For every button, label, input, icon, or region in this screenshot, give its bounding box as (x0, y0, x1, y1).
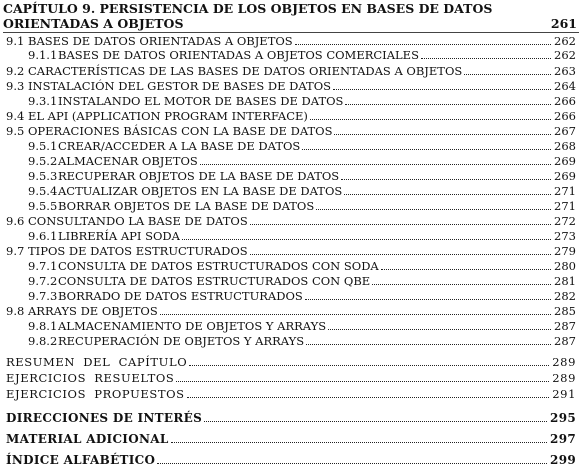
toc-entry-index: ÍNDICE ALFABÉTICO 299 (6, 453, 576, 467)
leader-dots (464, 73, 551, 75)
leader-dots (302, 148, 551, 150)
toc-entry-9-7-1: 9.7.1 CONSULTA DE DATOS ESTRUCTURADOS CON SODA 280 (28, 259, 576, 273)
leader-dots (189, 364, 549, 366)
leader-dots (250, 223, 551, 225)
toc-entry-solved-exercises: EJERCICIOS RESUELTOS 289 (6, 371, 576, 385)
toc-entry-9-1-1: 9.1.1 BASES DE DATOS ORIENTADAS A OBJETOS COMERCIALES 262 (28, 48, 576, 62)
toc-entry-9-5-2: 9.5.2 ALMACENAR OBJETOS 269 (28, 154, 576, 168)
leader-dots (345, 103, 551, 105)
leader-dots (157, 462, 547, 464)
toc-entry-additional-material: MATERIAL ADICIONAL 297 (6, 432, 576, 446)
leader-dots (372, 283, 551, 285)
toc-entry-9-7: 9.7 TIPOS DE DATOS ESTRUCTURADOS 279 (6, 244, 576, 258)
toc-entry-9-6-1: 9.6.1 LIBRERÍA API SODA 273 (28, 229, 576, 243)
leader-dots (171, 441, 547, 443)
leader-dots (176, 380, 549, 382)
leader-dots (200, 163, 551, 165)
leader-dots (305, 298, 551, 300)
toc-entry-9-5-3: 9.5.3 RECUPERAR OBJETOS DE LA BASE DE DATOS 269 (28, 169, 576, 183)
toc-entry-9-5-5: 9.5.5 BORRAR OBJETOS DE LA BASE DE DATOS 271 (28, 199, 576, 213)
toc-entry-9-5-1: 9.5.1 CREAR/ACCEDER A LA BASE DE DATOS 268 (28, 139, 576, 153)
toc-entry-9-5-4: 9.5.4 ACTUALIZAR OBJETOS EN LA BASE DE DATOS 271 (28, 184, 576, 198)
toc-entry-summary: RESUMEN DEL CAPÍTULO 289 (6, 355, 576, 369)
leader-dots (250, 253, 551, 255)
chapter-page: 261 (550, 16, 577, 31)
toc-entry-9-8-1: 9.8.1 ALMACENAMIENTO DE OBJETOS Y ARRAYS 287 (28, 319, 576, 333)
toc-entry-9-7-3: 9.7.3 BORRADO DE DATOS ESTRUCTURADOS 282 (28, 289, 576, 303)
leader-dots (306, 343, 551, 345)
leader-dots (344, 193, 551, 195)
chapter-heading (3, 1, 579, 31)
leader-dots (310, 118, 551, 120)
leader-dots (204, 420, 547, 422)
leader-dots (328, 328, 551, 330)
toc-entry-9-4: 9.4 EL API (APPLICATION PROGRAM INTERFACE) 266 (6, 109, 576, 123)
toc-entry-9-8-2: 9.8.2 RECUPERACIÓN DE OBJETOS Y ARRAYS 287 (28, 334, 576, 348)
toc-entry-9-6: 9.6 CONSULTANDO LA BASE DE DATOS 272 (6, 214, 576, 228)
toc-entry-proposed-exercises: EJERCICIOS PROPUESTOS 291 (6, 387, 576, 401)
leader-dots (421, 57, 551, 59)
leader-dots (182, 238, 551, 240)
toc-entry-9-8: 9.8 ARRAYS DE OBJETOS 285 (6, 304, 576, 318)
leader-dots (316, 208, 551, 210)
leader-dots (295, 43, 551, 45)
leader-dots (333, 88, 551, 90)
toc-entry-9-1: 9.1 BASES DE DATOS ORIENTADAS A OBJETOS 262 (6, 34, 576, 48)
chapter-title: CAPÍTULO 9. PERSISTENCIA DE LOS OBJETOS EN BASES DE DATOS ORIENTADAS A OBJETOS (3, 1, 493, 31)
toc-entry-addresses: DIRECCIONES DE INTERÉS 295 (6, 411, 576, 425)
toc-entry-9-5: 9.5 OPERACIONES BÁSICAS CON LA BASE DE DATOS 267 (6, 124, 576, 138)
toc-entry-9-2: 9.2 CARACTERÍSTICAS DE LAS BASES DE DATOS ORIENTADAS A OBJETOS 263 (6, 64, 576, 78)
leader-dots (334, 133, 551, 135)
chapter-rule (3, 32, 579, 33)
leader-dots (187, 396, 550, 398)
leader-dots (160, 313, 551, 315)
toc-entry-9-3-1: 9.3.1 INSTALANDO EL MOTOR DE BASES DE DATOS 266 (28, 94, 576, 108)
toc-entry-9-7-2: 9.7.2 CONSULTA DE DATOS ESTRUCTURADOS CON QBE 281 (28, 274, 576, 288)
toc-entry-9-3: 9.3 INSTALACIÓN DEL GESTOR DE BASES DE DATOS 264 (6, 79, 576, 93)
leader-dots (341, 178, 551, 180)
leader-dots (381, 268, 551, 270)
